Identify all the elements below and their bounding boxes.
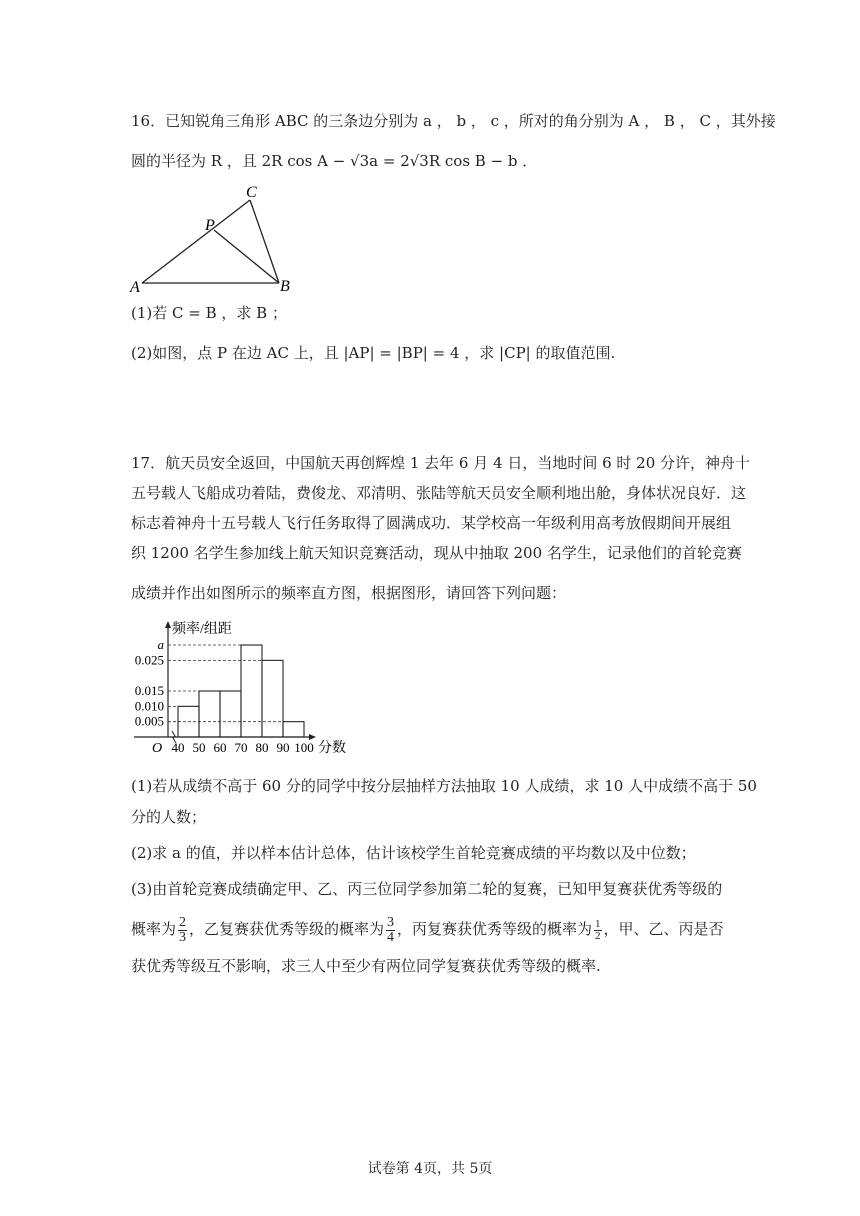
p16-q1: (1)若 C = B ，求 B ； xyxy=(131,304,287,322)
fraction-denominator: 4 xyxy=(387,929,395,945)
x-tick-label: 50 xyxy=(192,740,206,755)
histogram-bar xyxy=(199,691,220,737)
origin-label: O xyxy=(152,741,163,756)
page-footer: 试卷第 4页，共 5页 xyxy=(367,1161,493,1177)
fraction-numerator: 2 xyxy=(179,914,187,930)
frequency-histogram xyxy=(128,615,358,765)
vertex-label-b: B xyxy=(280,278,290,295)
y-tick-label: 0.005 xyxy=(134,713,164,729)
p17-q3-line2 xyxy=(131,912,724,946)
fraction-denominator: 2 xyxy=(595,929,601,942)
p17-q1-line2: 分的人数； xyxy=(131,808,207,826)
fraction-3-4 xyxy=(386,916,395,945)
p17-line1: 17．航天员安全返回，中国航天再创辉煌 1 去年 6 月 4 日，当地时间 6 时 20 分许，神舟十 xyxy=(131,454,751,472)
y-tick-label: a xyxy=(157,637,164,653)
x-tick-label: 100 xyxy=(294,740,314,755)
p17-q3-line3: 获优秀等级互不影响，求三人中至少有两位同学复赛获优秀等级的概率. xyxy=(131,957,601,975)
vertex-label-c: C xyxy=(246,184,257,201)
triangle-figure xyxy=(128,184,303,296)
p17-line4: 织 1200 名学生参加线上航天知识竞赛活动，现从中抽取 200 名学生，记录他们的首轮竞赛 xyxy=(131,544,742,562)
y-axis-label: 频率/组距 xyxy=(172,622,232,637)
fraction-denominator: 3 xyxy=(179,929,187,945)
fraction-1-2 xyxy=(594,919,602,942)
p17-q2: (2)求 a 的值，并以样本估计总体，估计该校学生首轮竞赛成绩的平均数以及中位数； xyxy=(131,844,696,862)
q3-text-mid1: ，乙复赛获优秀等级的概率为 xyxy=(189,920,385,938)
fraction-numerator: 3 xyxy=(387,914,395,930)
q3-text-pre: 概率为 xyxy=(131,920,177,938)
fraction-2-3 xyxy=(178,916,187,945)
x-tick-label: 90 xyxy=(276,740,290,755)
histogram-bar xyxy=(283,722,304,737)
q3-text-post: ，甲、乙、丙是否 xyxy=(603,920,724,938)
x-tick-label: 80 xyxy=(255,740,269,755)
p16-line1: 16．已知锐角三角形 ABC 的三条边分别为 a ， b ， c ，所对的角分别为 A ， B ， C ，其外接 xyxy=(131,112,776,130)
p17-q3-line1: (3)由首轮竞赛成绩确定甲、乙、丙三位同学参加第二轮的复赛，已知甲复赛获优秀等级的 xyxy=(131,880,723,898)
x-axis-label: 分数 xyxy=(318,741,346,756)
y-tick-label: 0.015 xyxy=(134,683,164,699)
x-tick-label: 70 xyxy=(234,740,248,755)
p17-line5: 成绩并作出如图所示的频率直方图，根据图形，请回答下列问题： xyxy=(131,584,567,602)
vertex-label-p: P xyxy=(205,217,215,234)
x-tick-label: 60 xyxy=(213,740,227,755)
histogram-bar xyxy=(241,645,262,737)
p17-line3: 标志着神舟十五号载人飞行任务取得了圆满成功．某学校高一年级利用高考放假期间开展组 xyxy=(131,514,732,532)
p16-line2: 圆的半径为 R ，且 2R cos A − √3a = 2√3R cos B − b ． xyxy=(131,152,538,170)
x-tick-label: 40 xyxy=(171,740,185,755)
y-tick-label: 0.010 xyxy=(134,698,164,714)
y-tick-label: 0.025 xyxy=(134,652,164,668)
q3-text-mid2: ，丙复赛获优秀等级的概率为 xyxy=(397,920,593,938)
p17-line2: 五号载人飞船成功着陆，费俊龙、邓清明、张陆等航天员安全顺利地出舱，身体状况良好．这 xyxy=(131,484,747,502)
fraction-numerator: 1 xyxy=(595,917,601,930)
y-axis-arrow xyxy=(165,621,171,628)
p16-q2: (2)如图，点 P 在边 AC 上，且 |AP| = |BP| = 4 ，求 |CP| 的取值范围. xyxy=(131,344,616,362)
histogram-bar xyxy=(262,660,283,737)
vertex-label-a: A xyxy=(130,279,140,296)
histogram-bar xyxy=(220,691,241,737)
p17-q1-line1: (1)若从成绩不高于 60 分的同学中按分层抽样方法抽取 10 人成绩，求 10 人中成绩不高于 50 xyxy=(131,777,757,795)
